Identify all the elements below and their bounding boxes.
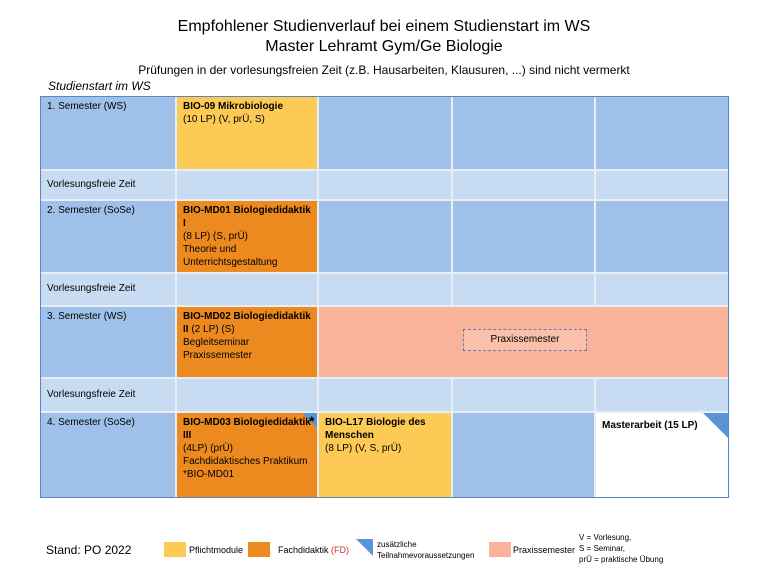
module-detail: Begleitseminar [183, 337, 250, 348]
title-line-2: Master Lehramt Gym/Ge Biologie [265, 38, 503, 55]
row-label-free-3: Vorlesungsfreie Zeit [40, 378, 176, 412]
stand-label: Stand: PO 2022 [46, 543, 132, 557]
module-title: Masterarbeit (15 LP) [602, 420, 698, 431]
module-bio-md03 [176, 412, 318, 498]
subtitle: Prüfungen in der vorlesungsfreien Zeit (z.B. Hausarbeiten, Klausuren, ...) sind nicht vermerkt [138, 63, 630, 77]
legend-triangle-icon [356, 539, 373, 556]
module-detail: Fachdidaktisches Praktikum [183, 456, 308, 467]
empty-cell [595, 378, 729, 412]
legend-swatch-fachdidaktik [248, 542, 270, 557]
module-detail: Praxissemester [183, 350, 252, 361]
module-detail: (8 LP) (S, prÜ) [183, 231, 249, 242]
empty-cell [595, 96, 729, 170]
module-title: BIO-MD02 Biologiedidaktik [183, 311, 311, 322]
module-title-cont: Menschen [325, 430, 374, 441]
row-label-semester-2: 2. Semester (SoSe) [40, 200, 176, 273]
legend-zusatz-line: Teilnahmevoraussetzungen [377, 551, 475, 560]
empty-cell [452, 200, 595, 273]
module-detail: Unterrichtsgestaltung [183, 257, 278, 268]
empty-cell [452, 96, 595, 170]
legend-abbr-line: prÜ = praktische Übung [579, 555, 664, 564]
empty-cell [595, 273, 729, 306]
legend-label-zusatz [377, 539, 474, 561]
row-label-semester-1: 1. Semester (WS) [40, 96, 176, 170]
module-title-cont: II [183, 324, 189, 335]
empty-cell [452, 170, 595, 200]
legend-abbr-line: V = Vorlesung, [579, 533, 632, 542]
module-detail: (8 LP) (V, S, prÜ) [325, 443, 402, 454]
module-detail: Theorie und [183, 244, 237, 255]
legend-swatch-praxis [489, 542, 511, 557]
empty-cell [452, 273, 595, 306]
empty-cell [595, 200, 729, 273]
empty-cell [595, 170, 729, 200]
row-label-semester-4: 4. Semester (SoSe) [40, 412, 176, 498]
empty-cell [318, 273, 452, 306]
module-detail: (10 LP) (V, prÜ, S) [183, 114, 265, 125]
row-label-free-1: Vorlesungsfreie Zeit [40, 170, 176, 200]
module-title: BIO-MD03 Biologiedidaktik [183, 417, 311, 428]
row-label-semester-3: 3. Semester (WS) [40, 306, 176, 378]
module-detail: (4LP) (prÜ) [183, 443, 234, 454]
module-bio-md02 [176, 306, 318, 378]
empty-cell [452, 412, 595, 498]
row-label-free-2: Vorlesungsfreie Zeit [40, 273, 176, 306]
module-bio-l17 [318, 412, 452, 498]
title-line-1: Empfohlener Studienverlauf bei einem Studienstart im WS [177, 18, 591, 35]
empty-cell [176, 273, 318, 306]
empty-cell [318, 200, 452, 273]
module-title: BIO-MD01 Biologiedidaktik I [183, 205, 311, 229]
legend-fd-text: (FD) [331, 545, 350, 555]
legend-label-fachdidaktik [278, 545, 349, 556]
module-title: BIO-09 Mikrobiologie [183, 101, 284, 112]
legend-zusatz-line: zusätzliche [377, 540, 417, 549]
start-label: Studienstart im WS [48, 79, 151, 93]
empty-cell [318, 378, 452, 412]
legend-swatch-pflicht [164, 542, 186, 557]
legend-label-praxis: Praxissemester [513, 545, 576, 555]
module-detail: *BIO-MD01 [183, 469, 235, 480]
legend-label-pflicht: Pflichtmodule [189, 545, 244, 555]
module-bio-md01 [176, 200, 318, 273]
legend-fachdidaktik-text: Fachdidaktik [278, 545, 329, 555]
empty-cell [452, 378, 595, 412]
empty-cell [318, 170, 452, 200]
empty-cell [318, 96, 452, 170]
module-title: BIO-L17 Biologie des [325, 417, 426, 428]
empty-cell [176, 170, 318, 200]
legend-abbr-line: S = Seminar, [579, 544, 626, 553]
module-bio-09 [176, 96, 318, 170]
prerequisite-triangle-icon [703, 413, 728, 438]
module-title-cont: III [183, 430, 192, 441]
praxissemester-label: Praxissemester [463, 329, 587, 351]
empty-cell [176, 378, 318, 412]
module-credits: (2 LP) (S) [188, 324, 235, 335]
legend-abbreviations [579, 532, 663, 565]
prerequisite-star: * [309, 413, 315, 429]
